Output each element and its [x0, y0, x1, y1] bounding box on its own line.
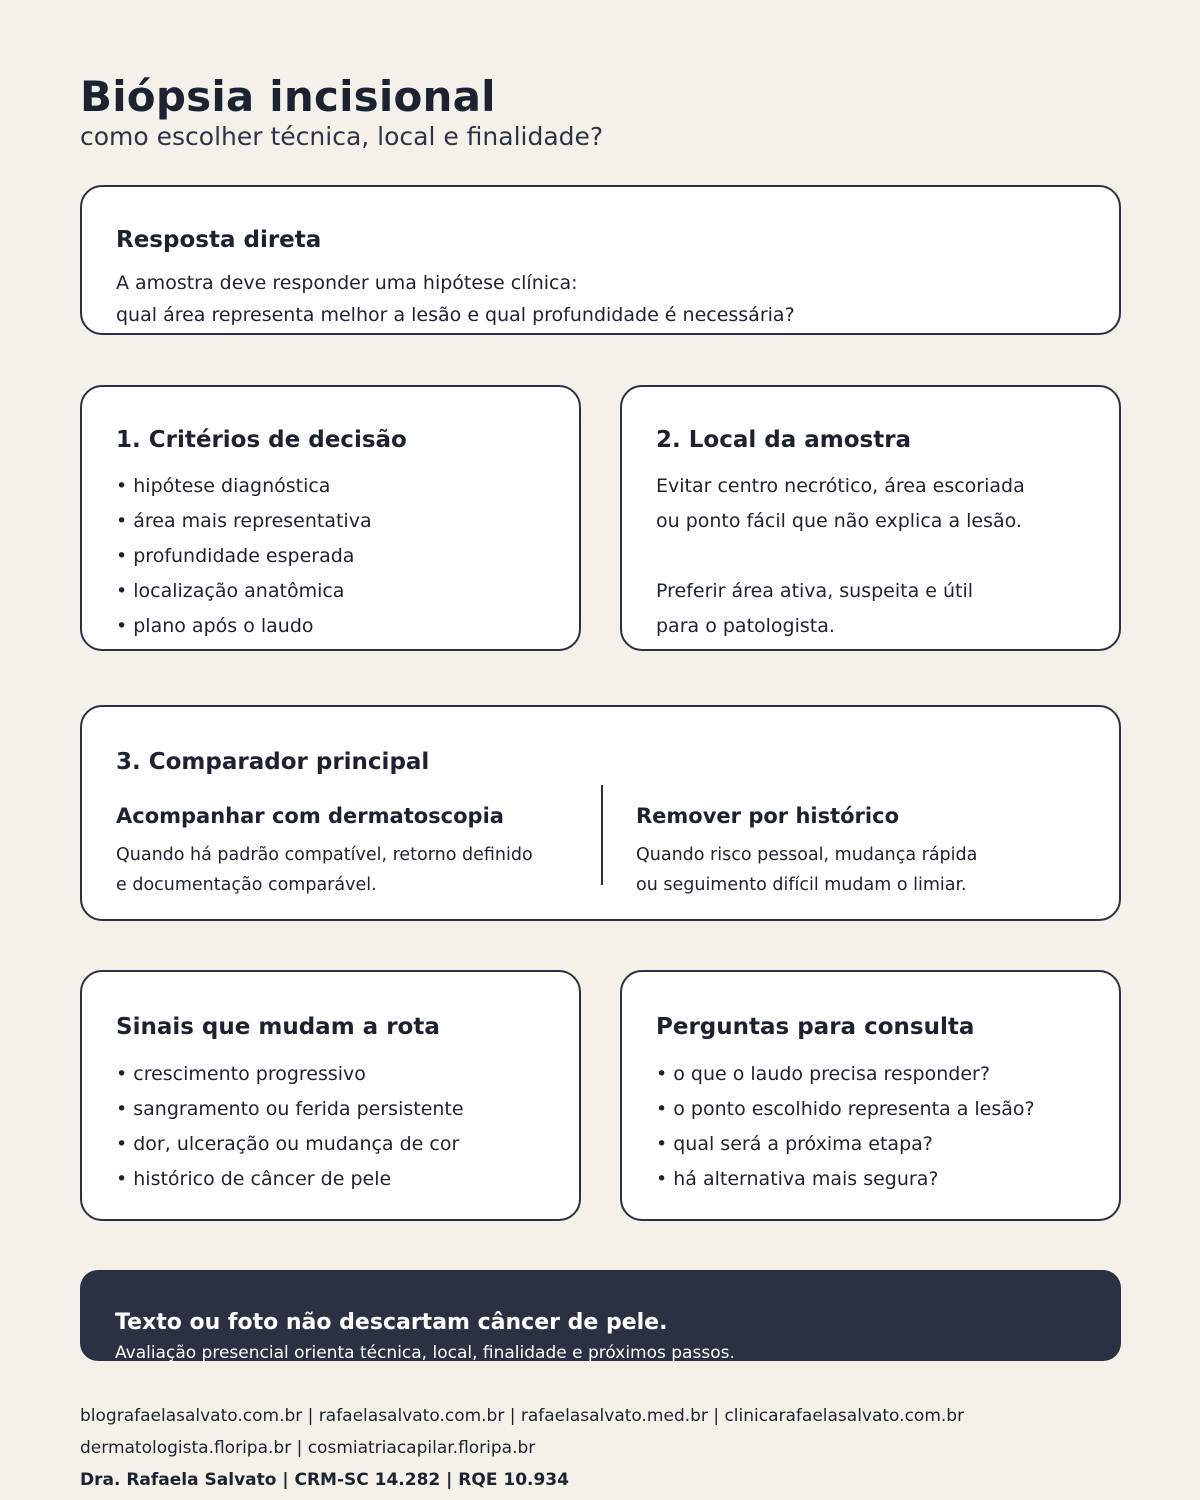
banner-subtitle: Avaliação presencial orienta técnica, local, finalidade e próximos passos. [115, 1343, 735, 1361]
page-title: Biópsia incisional [80, 72, 496, 121]
location-line: ou ponto fácil que não explica a lesão. [656, 510, 1022, 532]
comparator-left-title: Acompanhar com dermatoscopia [116, 804, 504, 828]
comparator-divider [601, 785, 603, 885]
questions-item: • há alternativa mais segura? [656, 1168, 939, 1190]
banner-title: Texto ou foto não descartam câncer de pele. [115, 1310, 668, 1335]
signals-card [80, 970, 581, 1221]
comparator-card [80, 705, 1121, 921]
location-line: Preferir área ativa, suspeita e útil [656, 580, 974, 602]
comparator-right-line: Quando risco pessoal, mudança rápida [636, 845, 978, 865]
questions-item: • o que o laudo precisa responder? [656, 1063, 990, 1085]
footer-links-1: blografaelasalvato.com.br | rafaelasalvato.com.br | rafaelasalvato.med.br | clinicarafaelasalvato.com.br [80, 1406, 965, 1426]
footer-credits: Dra. Rafaela Salvato | CRM-SC 14.282 | RQE 10.934 [80, 1470, 569, 1490]
signals-item: • crescimento progressivo [116, 1063, 366, 1085]
criteria-card [80, 385, 581, 651]
page-subtitle: como escolher técnica, local e finalidade? [80, 122, 604, 151]
criteria-item: • área mais representativa [116, 510, 372, 532]
criteria-item: • hipótese diagnóstica [116, 475, 331, 497]
questions-card [620, 970, 1121, 1221]
location-line: Evitar centro necrótico, área escoriada [656, 475, 1025, 497]
location-title: 2. Local da amostra [656, 427, 912, 453]
criteria-title: 1. Critérios de decisão [116, 427, 407, 453]
warning-banner [80, 1270, 1121, 1361]
answer-line-1: A amostra deve responder uma hipótese clínica: [116, 272, 578, 294]
signals-item: • sangramento ou ferida persistente [116, 1098, 464, 1120]
comparator-right-title: Remover por histórico [636, 804, 899, 828]
questions-item: • qual será a próxima etapa? [656, 1133, 933, 1155]
location-line: para o patologista. [656, 615, 835, 637]
criteria-item: • plano após o laudo [116, 615, 314, 637]
criteria-item: • localização anatômica [116, 580, 345, 602]
answer-title: Resposta direta [116, 227, 322, 253]
comparator-title: 3. Comparador principal [116, 749, 430, 775]
footer-links-2: dermatologista.floripa.br | cosmiatriacapilar.floripa.br [80, 1438, 536, 1458]
criteria-item: • profundidade esperada [116, 545, 355, 567]
answer-line-2: qual área representa melhor a lesão e qual profundidade é necessária? [116, 304, 795, 326]
signals-item: • histórico de câncer de pele [116, 1168, 392, 1190]
comparator-right-line: ou seguimento difícil mudam o limiar. [636, 875, 967, 895]
signals-title: Sinais que mudam a rota [116, 1014, 440, 1040]
comparator-left-line: Quando há padrão compatível, retorno definido [116, 845, 533, 865]
signals-item: • dor, ulceração ou mudança de cor [116, 1133, 460, 1155]
questions-title: Perguntas para consulta [656, 1014, 975, 1040]
answer-card [80, 185, 1121, 335]
location-card [620, 385, 1121, 651]
questions-item: • o ponto escolhido representa a lesão? [656, 1098, 1035, 1120]
comparator-left-line: e documentação comparável. [116, 875, 377, 895]
